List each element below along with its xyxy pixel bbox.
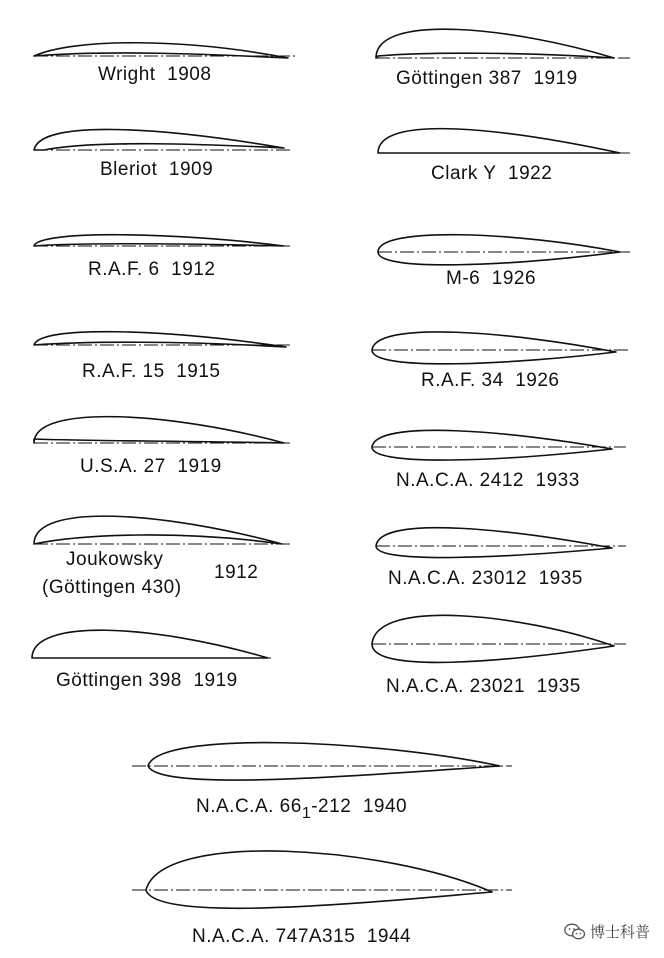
airfoil-naca23021: [372, 615, 626, 662]
profile-raf34: [372, 332, 616, 364]
label-raf34: R.A.F. 34 1926: [421, 370, 560, 391]
airfoil-joukowsky: [34, 516, 290, 544]
label-wright: Wright 1908: [98, 64, 212, 85]
airfoil-usa27: [34, 417, 290, 443]
profile-joukowsky: [34, 516, 282, 544]
label-m6: M-6 1926: [446, 268, 537, 289]
label-naca23012: N.A.C.A. 23012 1935: [388, 568, 583, 589]
watermark-text: 博士科普: [589, 924, 650, 941]
profile-raf6: [34, 235, 284, 246]
watermark: [564, 921, 650, 942]
label-clarky: Clark Y 1922: [431, 163, 553, 184]
label-joukowsky-sub: (Göttingen 430): [42, 577, 182, 598]
airfoil-naca747: [132, 851, 512, 908]
airfoil-wright: [34, 43, 295, 58]
profile-gott387: [376, 29, 614, 58]
label-raf15: R.A.F. 15 1915: [82, 361, 221, 382]
profile-bleriot: [34, 129, 284, 150]
wechat-icon: [564, 923, 586, 941]
profile-clarky: [378, 129, 620, 153]
profile-raf15: [34, 332, 286, 347]
airfoil-naca2412: [372, 430, 626, 460]
airfoil-gott398: [32, 630, 272, 658]
label-bleriot: Bleriot 1909: [100, 159, 214, 180]
airfoil-gott387: [376, 29, 630, 58]
airfoil-m6: [378, 235, 630, 265]
label-gott387: Göttingen 387 1919: [396, 68, 578, 89]
airfoil-raf15: [34, 332, 292, 347]
airfoil-naca23012: [376, 528, 626, 558]
profile-gott398: [32, 630, 268, 658]
label-naca23021: N.A.C.A. 23021 1935: [386, 676, 581, 697]
label-naca2412: N.A.C.A. 2412 1933: [396, 470, 580, 491]
label-naca747: N.A.C.A. 747A315 1944: [192, 926, 412, 947]
profile-naca747: [146, 851, 492, 908]
profile-naca23021: [372, 615, 614, 662]
profile-naca66: [148, 743, 500, 781]
airfoil-naca66: [132, 743, 512, 781]
label-joukowsky: Joukowsky: [66, 549, 164, 570]
label-gott398: Göttingen 398 1919: [56, 670, 238, 691]
label-usa27: U.S.A. 27 1919: [80, 456, 222, 477]
profile-naca2412: [372, 430, 612, 460]
airfoil-clarky: [378, 129, 630, 153]
label-raf6: R.A.F. 6 1912: [88, 259, 216, 280]
airfoil-bleriot: [34, 129, 290, 150]
airfoil-raf6: [34, 235, 290, 246]
profile-m6: [378, 235, 620, 265]
label-naca66: N.A.C.A. $66_1-212$ 1940: [196, 796, 408, 822]
profile-naca23012: [376, 528, 612, 558]
airfoil-raf34: [372, 332, 628, 364]
label-joukowsky-year: 1912: [214, 562, 259, 583]
profile-usa27: [34, 417, 284, 443]
